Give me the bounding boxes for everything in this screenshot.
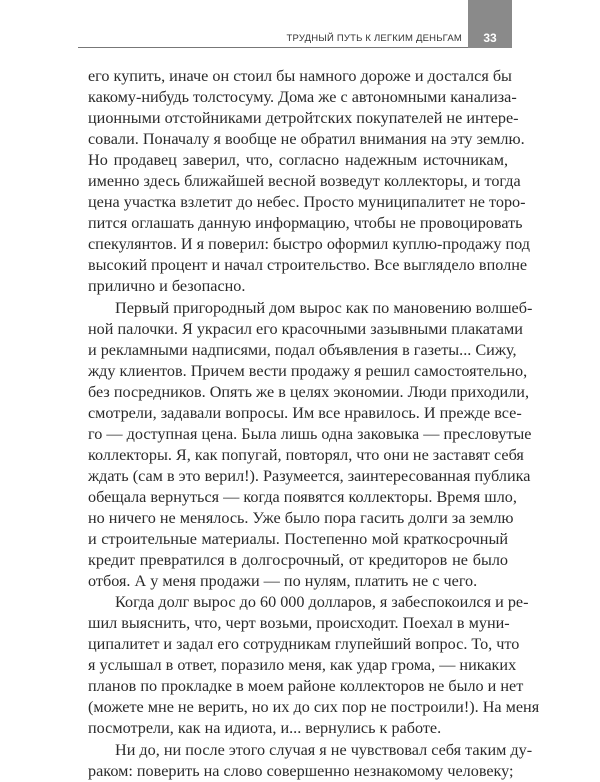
- text-line: но ничего не менялось. Уже было пора гасить долги за землю: [88, 508, 514, 527]
- text-line: смотрели, задавали вопросы. Им все нравилось. И прежде все-: [88, 403, 522, 422]
- text-line: раком: поверить на слово совершенно незнакомому человеку;: [88, 761, 514, 780]
- text-line: го — доступная цена. Была лишь одна заковыка — пресловутые: [88, 424, 532, 443]
- body-text: [88, 66, 540, 782]
- text-line: цена участка взлетит до небес. Просто муниципалитет не торо-: [88, 193, 526, 212]
- text-line: его купить, иначе он стоил бы намного дороже и достался бы: [88, 67, 512, 85]
- text-line: шил выяснить, что, черт возьми, происходит. Поехал в муни-: [88, 614, 510, 633]
- text-line: Ни до, ни после этого случая я не чувствовал себя таким ду-: [115, 740, 533, 759]
- text-line: спекулянтов. И я поверил: быстро оформил куплю-продажу под: [88, 235, 530, 254]
- text-line: я услышал в ответ, поразило меня, как удар грома, — никаких: [88, 656, 517, 675]
- text-line: (можете мне не верить, но их до сих пор не построили!). На меня: [88, 698, 540, 717]
- text-line: ципалитет и задал его сотрудникам глупейший вопрос. То, что: [88, 635, 520, 654]
- text-line: ционными отстойниками детройтских покупателей не интере-: [88, 109, 519, 128]
- text-line: совали. Поначалу я вообще не обратил внимания на эту землю.: [88, 130, 525, 149]
- text-line: прилично и безопасно.: [88, 277, 246, 296]
- text-line: и строительные материалы. Постепенно мой краткосрочный: [88, 530, 508, 549]
- text-line: ной палочки. Я украсил его красочными зазывными плакатами: [88, 319, 523, 338]
- text-line: жду клиентов. Причем вести продажу я решил самостоятельно,: [88, 361, 528, 380]
- text-line: какому-нибудь толстосуму. Дома же с автономными канализа-: [88, 88, 517, 107]
- text-line: без посредников. Опять же в целях экономии. Люди приходили,: [88, 382, 529, 401]
- text-line: Первый пригородный дом вырос как по мановению волшеб-: [115, 298, 533, 317]
- text-line: и рекламными надписями, подал объявления в газеты... Сижу,: [88, 340, 517, 359]
- text-line: обещала вернуться — когда появятся коллекторы. Время шло,: [88, 487, 517, 506]
- page-number-tab: [468, 0, 512, 48]
- text-line: Когда долг вырос до 60 000 долларов, я забеспокоился и ре-: [115, 593, 529, 612]
- text-line: кредит превратился в долгосрочный, от кредиторов не было: [88, 551, 508, 570]
- running-title: ТРУДНЫЙ ПУТЬ К ЛЕГКИМ ДЕНЬГАМ: [286, 33, 462, 44]
- text-line: пится оглашать данную информацию, чтобы не провоцировать: [88, 214, 523, 233]
- text-line: Но продавец заверил, что, согласно надежным источникам,: [88, 151, 508, 170]
- text-line: планов по прокладке в моем районе коллекторов не было и нет: [88, 677, 524, 696]
- text-line: коллекторы. Я, как попугай, повторял, что они не заставят себя: [88, 445, 524, 464]
- text-line: именно здесь ближайшей весной возведут коллекторы, и тогда: [88, 172, 521, 191]
- text-line: ждать (сам в это верил!). Разумеется, заинтересованная публика: [88, 466, 531, 485]
- page-number: 33: [483, 31, 497, 45]
- text-line: отбоя. А у меня продажи — по нулям, платить не с чего.: [88, 572, 478, 591]
- text-line: высокий процент и начал строительство. Все выглядело вполне: [88, 256, 528, 275]
- text-line: посмотрели, как на идиота, и... вернулись к работе.: [88, 719, 442, 738]
- header-rule: [78, 47, 468, 48]
